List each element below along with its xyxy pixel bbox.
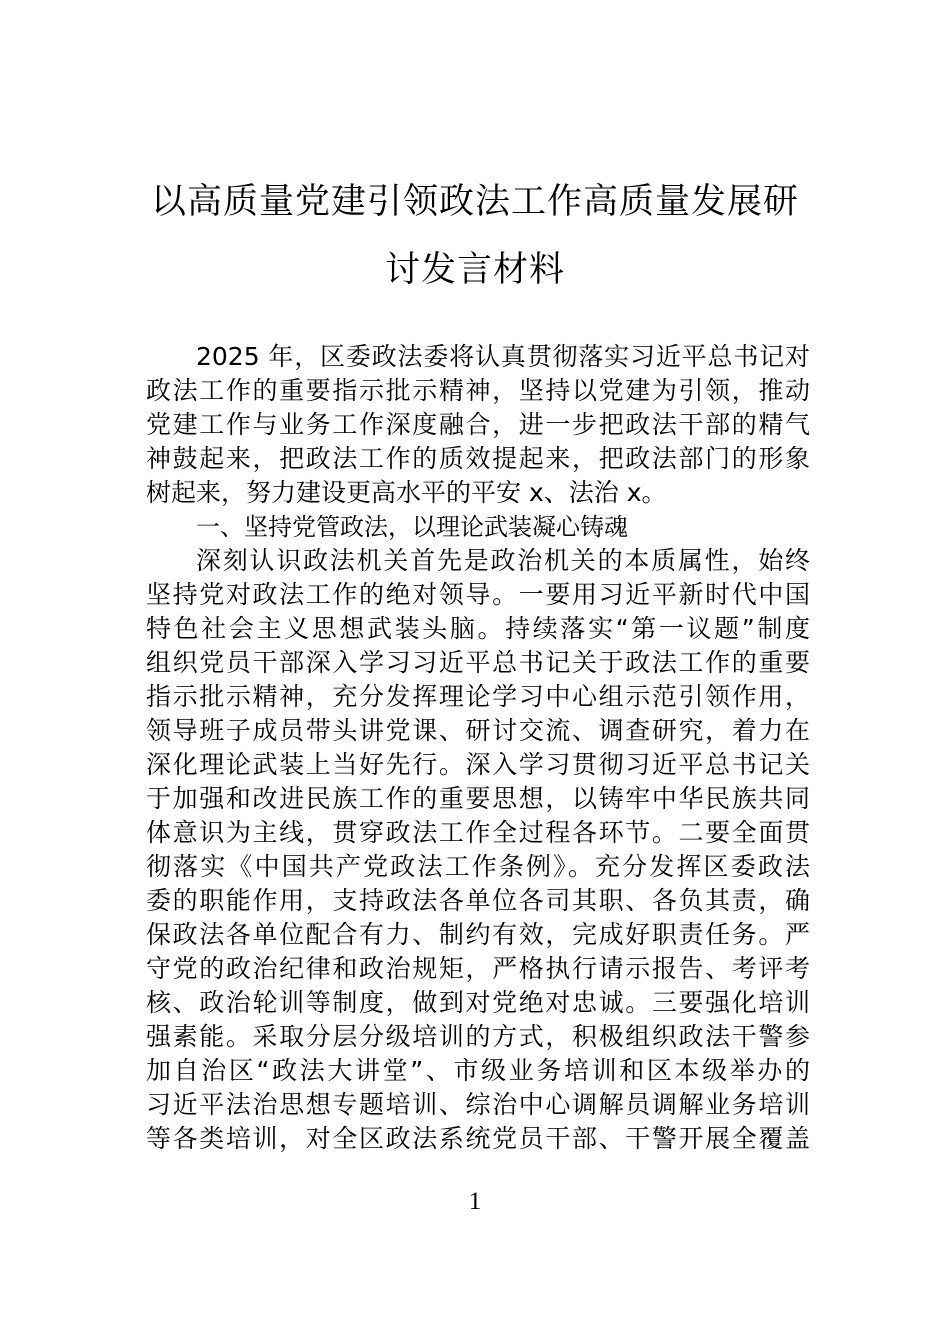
document-title-line-2: 讨发言材料 [384,250,565,290]
paragraph-body-line: 领导班子成员带头讲党课、研讨交流、调查研究，着力在 [146,716,810,745]
paragraph-body-line: 于加强和改进民族工作的重要思想，以铸牢中华民族共同 [146,784,810,813]
paragraph-body-line: 保政法各单位配合有力、制约有效，完成好职责任务。严 [146,920,810,949]
paragraph-intro-line: 政法工作的重要指示批示精神，坚持以党建为引领，推动 [146,376,810,405]
paragraph-intro-line: 神鼓起来，把政法工作的质效提起来，把政法部门的形象 [146,444,810,473]
paragraph-body-line: 指示批示精神，充分发挥理论学习中心组示范引领作用， [146,682,810,711]
paragraph-body-line: 守党的政治纪律和政治规矩，严格执行请示报告、考评考 [146,954,810,983]
paragraph-intro-line: 党建工作与业务工作深度融合，进一步把政法干部的精气 [146,410,810,439]
paragraph-body-line: 加自治区“政法大讲堂”、市级业务培训和区本级举办的 [146,1056,810,1085]
paragraph-body-line: 习近平法治思想专题培训、综治中心调解员调解业务培训 [146,1090,810,1119]
document-title-line-1: 以高质量党建引领政法工作高质量发展研 [150,182,799,222]
paragraph-body-line: 深化理论武装上当好先行。深入学习贯彻习近平总书记关 [146,750,810,779]
paragraph-body-line: 体意识为主线，贯穿政法工作全过程各环节。二要全面贯 [146,818,810,847]
section-heading: 一、坚持党管政法，以理论武装凝心铸魂 [196,513,628,541]
paragraph-intro-line: 树起来，努力建设更高水平的平安 x、法治 x。 [146,478,667,507]
paragraph-body-line: 组织党员干部深入学习习近平总书记关于政法工作的重要 [146,648,810,677]
paragraph-intro-line: 2025 年，区委政法委将认真贯彻落实习近平总书记对 [196,342,810,371]
paragraph-body-line: 等各类培训，对全区政法系统党员干部、干警开展全覆盖 [146,1124,810,1153]
paragraph-body-line: 核、政治轮训等制度，做到对党绝对忠诚。三要强化培训 [146,988,810,1017]
paragraph-body-line: 委的职能作用，支持政法各单位各司其职、各负其责，确 [146,886,810,915]
paragraph-body-line: 彻落实《中国共产党政法工作条例》。充分发挥区委政法 [146,852,810,881]
paragraph-body-line: 深刻认识政法机关首先是政治机关的本质属性，始终 [196,546,810,575]
paragraph-body-line: 特色社会主义思想武装头脑。持续落实“第一议题”制度 [146,614,810,643]
page-number: 1 [468,1188,482,1215]
paragraph-body-line: 强素能。采取分层分级培训的方式，积极组织政法干警参 [146,1022,810,1051]
paragraph-body-line: 坚持党对政法工作的绝对领导。一要用习近平新时代中国 [146,580,810,609]
